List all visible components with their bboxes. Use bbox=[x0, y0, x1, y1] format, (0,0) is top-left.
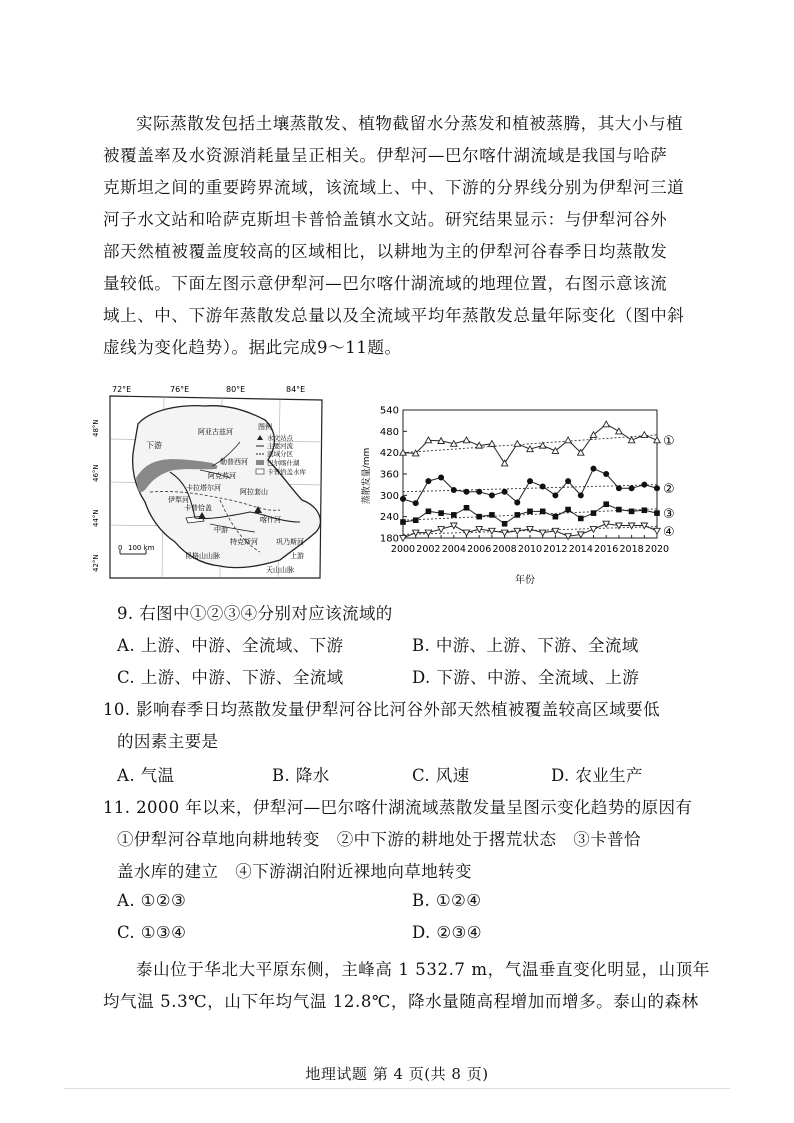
question-11-stem: ①伊犁河谷草地向耕地转变 ②中下游的耕地处于撂荒状态 ③卡普恰 bbox=[117, 830, 641, 849]
label-river: 阿亚古兹河 bbox=[198, 428, 233, 436]
x-tick-label: 2008 bbox=[492, 544, 517, 555]
outro-line: 均气温 5.3℃，山下年均气温 12.8℃，降水量随高程增加而增多。泰山的森林 bbox=[103, 992, 699, 1011]
data-point bbox=[476, 514, 482, 520]
data-point bbox=[514, 441, 520, 447]
question-9-option-a: A. 上游、中游、全流域、下游 bbox=[117, 636, 344, 655]
data-point bbox=[502, 521, 508, 527]
data-point bbox=[515, 512, 521, 518]
series-label: ② bbox=[663, 482, 675, 498]
x-tick-label: 2018 bbox=[619, 544, 644, 555]
label-mountain: 昆格山山脉 bbox=[185, 552, 220, 560]
intro-line: 量较低。下面左图示意伊犁河—巴尔喀什湖流域的地理位置，右图示意该流 bbox=[103, 274, 668, 293]
legend-item: 主要河流 bbox=[267, 442, 293, 450]
data-point bbox=[413, 517, 419, 523]
data-point bbox=[413, 500, 419, 506]
intro-line: 河子水文站和哈萨克斯坦卡普恰盖镇水文站。研究结果显示：与伊犁河谷外 bbox=[103, 210, 668, 229]
data-point bbox=[578, 492, 584, 498]
question-10-option-d: D. 农业生产 bbox=[551, 766, 643, 785]
data-point bbox=[489, 492, 495, 498]
question-11-option-d: D. ②③④ bbox=[412, 923, 482, 942]
label-river: 喀什河 bbox=[260, 516, 281, 524]
data-point bbox=[540, 483, 546, 489]
x-tick-label: 2010 bbox=[517, 544, 543, 555]
y-tick-label: 420 bbox=[379, 448, 399, 460]
question-11-option-b: B. ①②④ bbox=[412, 891, 482, 910]
data-point bbox=[565, 437, 571, 443]
data-point bbox=[463, 437, 469, 443]
data-point bbox=[425, 478, 431, 484]
question-9-stem: 9. 右图中①②③④分别对应该流域的 bbox=[117, 604, 393, 623]
data-point bbox=[578, 516, 584, 522]
lon-label: 80°E bbox=[226, 385, 246, 394]
data-point bbox=[540, 509, 546, 515]
outro-paragraph bbox=[103, 954, 710, 1018]
data-point bbox=[591, 510, 597, 516]
data-point bbox=[426, 509, 432, 515]
label-river: 勒普西河 bbox=[220, 458, 248, 466]
data-point bbox=[616, 507, 622, 513]
x-tick-label: 2002 bbox=[416, 544, 441, 555]
question-11-stem: 11. 2000 年以来，伊犁河—巴尔喀什湖流域蒸散发量呈图示变化趋势的原因有 bbox=[103, 798, 693, 817]
data-point bbox=[451, 512, 457, 518]
x-tick-label: 2020 bbox=[644, 544, 670, 555]
question-9-option-b: B. 中游、上游、下游、全流域 bbox=[412, 636, 639, 655]
y-tick-label: 300 bbox=[379, 490, 399, 502]
data-point bbox=[616, 428, 622, 434]
data-point bbox=[489, 512, 495, 518]
y-tick-label: 540 bbox=[379, 405, 399, 417]
data-point bbox=[603, 471, 609, 477]
label-mountain: 天山山脉 bbox=[266, 566, 294, 574]
data-point bbox=[616, 485, 622, 491]
label-shangyou: 上游 bbox=[290, 552, 304, 560]
y-tick-label: 180 bbox=[379, 533, 399, 545]
question-10-option-a: A. 气温 bbox=[117, 766, 175, 785]
page-footer: 地理试题 第 4 页(共 8 页) bbox=[305, 1065, 489, 1083]
question-10-stem: 10. 影响春季日均蒸散发量伊犁河谷比河谷外部天然植被覆盖较高区域要低 bbox=[103, 700, 660, 719]
intro-line: 克斯坦之间的重要跨界流域，该流域上、中、下游的分界线分别为伊犁河三道 bbox=[103, 178, 685, 197]
data-point bbox=[590, 527, 596, 533]
lon-label: 84°E bbox=[286, 385, 306, 394]
intro-line: 虚线为变化趋势）。据此完成9～11题。 bbox=[103, 338, 402, 357]
basin-map bbox=[90, 382, 340, 582]
x-tick-label: 2016 bbox=[594, 544, 619, 555]
data-point bbox=[565, 507, 571, 513]
legend-item: 水文站点 bbox=[267, 434, 293, 442]
x-axis-label: 年份 bbox=[515, 575, 535, 586]
data-point bbox=[400, 519, 406, 525]
lat-label: 46°N bbox=[92, 464, 100, 482]
x-tick-label: 2000 bbox=[390, 544, 416, 555]
label-river: 巩乃斯河 bbox=[276, 538, 304, 546]
series-label: ③ bbox=[663, 507, 675, 523]
data-point bbox=[629, 509, 635, 515]
question-11-option-c: C. ①③④ bbox=[117, 923, 187, 942]
lat-label: 48°N bbox=[92, 419, 100, 437]
data-point bbox=[527, 478, 533, 484]
lon-label: 72°E bbox=[112, 385, 132, 394]
y-tick-label: 480 bbox=[379, 426, 399, 438]
data-point bbox=[642, 507, 648, 513]
x-tick-label: 2012 bbox=[543, 544, 568, 555]
scale-label: 100 km bbox=[128, 544, 155, 552]
question-10-option-b: B. 降水 bbox=[272, 766, 330, 785]
series-label: ① bbox=[663, 434, 675, 450]
data-point bbox=[438, 510, 444, 516]
data-point bbox=[501, 460, 507, 466]
label-station: 卡普恰盖 bbox=[184, 504, 212, 512]
label-river: 阿克苏河 bbox=[208, 472, 236, 480]
y-tick-label: 240 bbox=[379, 512, 399, 524]
data-point bbox=[654, 485, 660, 491]
data-point bbox=[603, 501, 609, 507]
data-point bbox=[591, 466, 597, 472]
data-point bbox=[489, 441, 495, 447]
data-point bbox=[565, 534, 571, 540]
data-point bbox=[553, 514, 559, 520]
x-tick-label: 2014 bbox=[568, 544, 593, 555]
data-point bbox=[565, 478, 571, 484]
label-xiayou: 下游 bbox=[146, 441, 162, 450]
data-point bbox=[502, 489, 508, 495]
data-point bbox=[629, 485, 635, 491]
bottom-divider bbox=[64, 1088, 730, 1089]
question-9-option-c: C. 上游、中游、下游、全流域 bbox=[117, 668, 344, 687]
data-point bbox=[527, 509, 533, 515]
data-point bbox=[654, 528, 660, 534]
series-label: ④ bbox=[663, 524, 675, 540]
data-point bbox=[654, 510, 660, 516]
lat-label: 42°N bbox=[92, 554, 100, 572]
x-tick-label: 2004 bbox=[441, 544, 466, 555]
legend-title: 图例 bbox=[258, 423, 272, 431]
data-point bbox=[552, 492, 558, 498]
lat-label: 44°N bbox=[92, 509, 100, 527]
legend-item: 流域分区 bbox=[267, 450, 293, 458]
data-point bbox=[451, 487, 457, 493]
question-11-stem: 盖水库的建立 ④下游湖泊附近裸地向草地转变 bbox=[117, 862, 472, 881]
label-river: 特克斯河 bbox=[230, 538, 258, 546]
data-point bbox=[603, 421, 609, 427]
label-mountain: 阿拉套山 bbox=[240, 488, 268, 496]
legend-reservoir-icon bbox=[256, 469, 264, 474]
y-tick-label: 360 bbox=[379, 469, 399, 481]
legend-item: 卡普恰盖水库 bbox=[267, 468, 306, 476]
label-zhongyou: 中游 bbox=[214, 526, 228, 534]
label-river: 卡拉塔尔河 bbox=[186, 484, 221, 492]
question-10-option-c: C. 风速 bbox=[412, 766, 470, 785]
data-point bbox=[476, 489, 482, 495]
data-point bbox=[641, 482, 647, 488]
x-tick-label: 2006 bbox=[467, 544, 492, 555]
question-10-stem: 的因素主要是 bbox=[117, 732, 219, 751]
data-point bbox=[628, 437, 634, 443]
y-axis-label: 蒸散发量/mm bbox=[362, 447, 372, 505]
outro-line: 泰山位于华北大平原东侧，主峰高 1 532.7 m，气温垂直变化明显，山顶年 bbox=[136, 960, 710, 979]
data-point bbox=[464, 489, 470, 495]
lon-label: 76°E bbox=[170, 385, 190, 394]
intro-paragraph bbox=[103, 108, 693, 364]
data-point bbox=[501, 530, 507, 536]
label-river: 伊犁河 bbox=[168, 496, 189, 504]
data-point bbox=[400, 496, 406, 502]
intro-line: 部天然植被覆盖度较高的区域相比，以耕地为主的伊犁河谷春季日均蒸散发 bbox=[103, 242, 668, 261]
question-9-option-d: D. 下游、中游、全流域、上游 bbox=[412, 668, 640, 687]
evapotranspiration-chart bbox=[345, 396, 705, 586]
legend-item: 巴尔喀什湖 bbox=[267, 459, 300, 467]
data-point bbox=[540, 530, 546, 536]
data-point bbox=[654, 437, 660, 443]
data-point bbox=[438, 475, 444, 481]
intro-line: 域上、中、下游年蒸散发总量以及全流域平均年蒸散发总量年际变化（图中斜 bbox=[103, 306, 685, 325]
data-point bbox=[514, 499, 520, 505]
legend-lake-icon bbox=[256, 460, 264, 465]
intro-line: 被覆盖率及水资源消耗量呈正相关。伊犁河—巴尔喀什湖流域是我国与哈萨 bbox=[103, 146, 668, 165]
scale-zero: 0 bbox=[118, 544, 123, 552]
data-point bbox=[464, 505, 470, 511]
intro-line: 实际蒸散发包括土壤蒸散发、植物截留水分蒸发和植被蒸腾，其大小与植 bbox=[136, 114, 684, 133]
question-11-option-a: A. ①②③ bbox=[117, 891, 187, 910]
data-point bbox=[641, 432, 647, 438]
